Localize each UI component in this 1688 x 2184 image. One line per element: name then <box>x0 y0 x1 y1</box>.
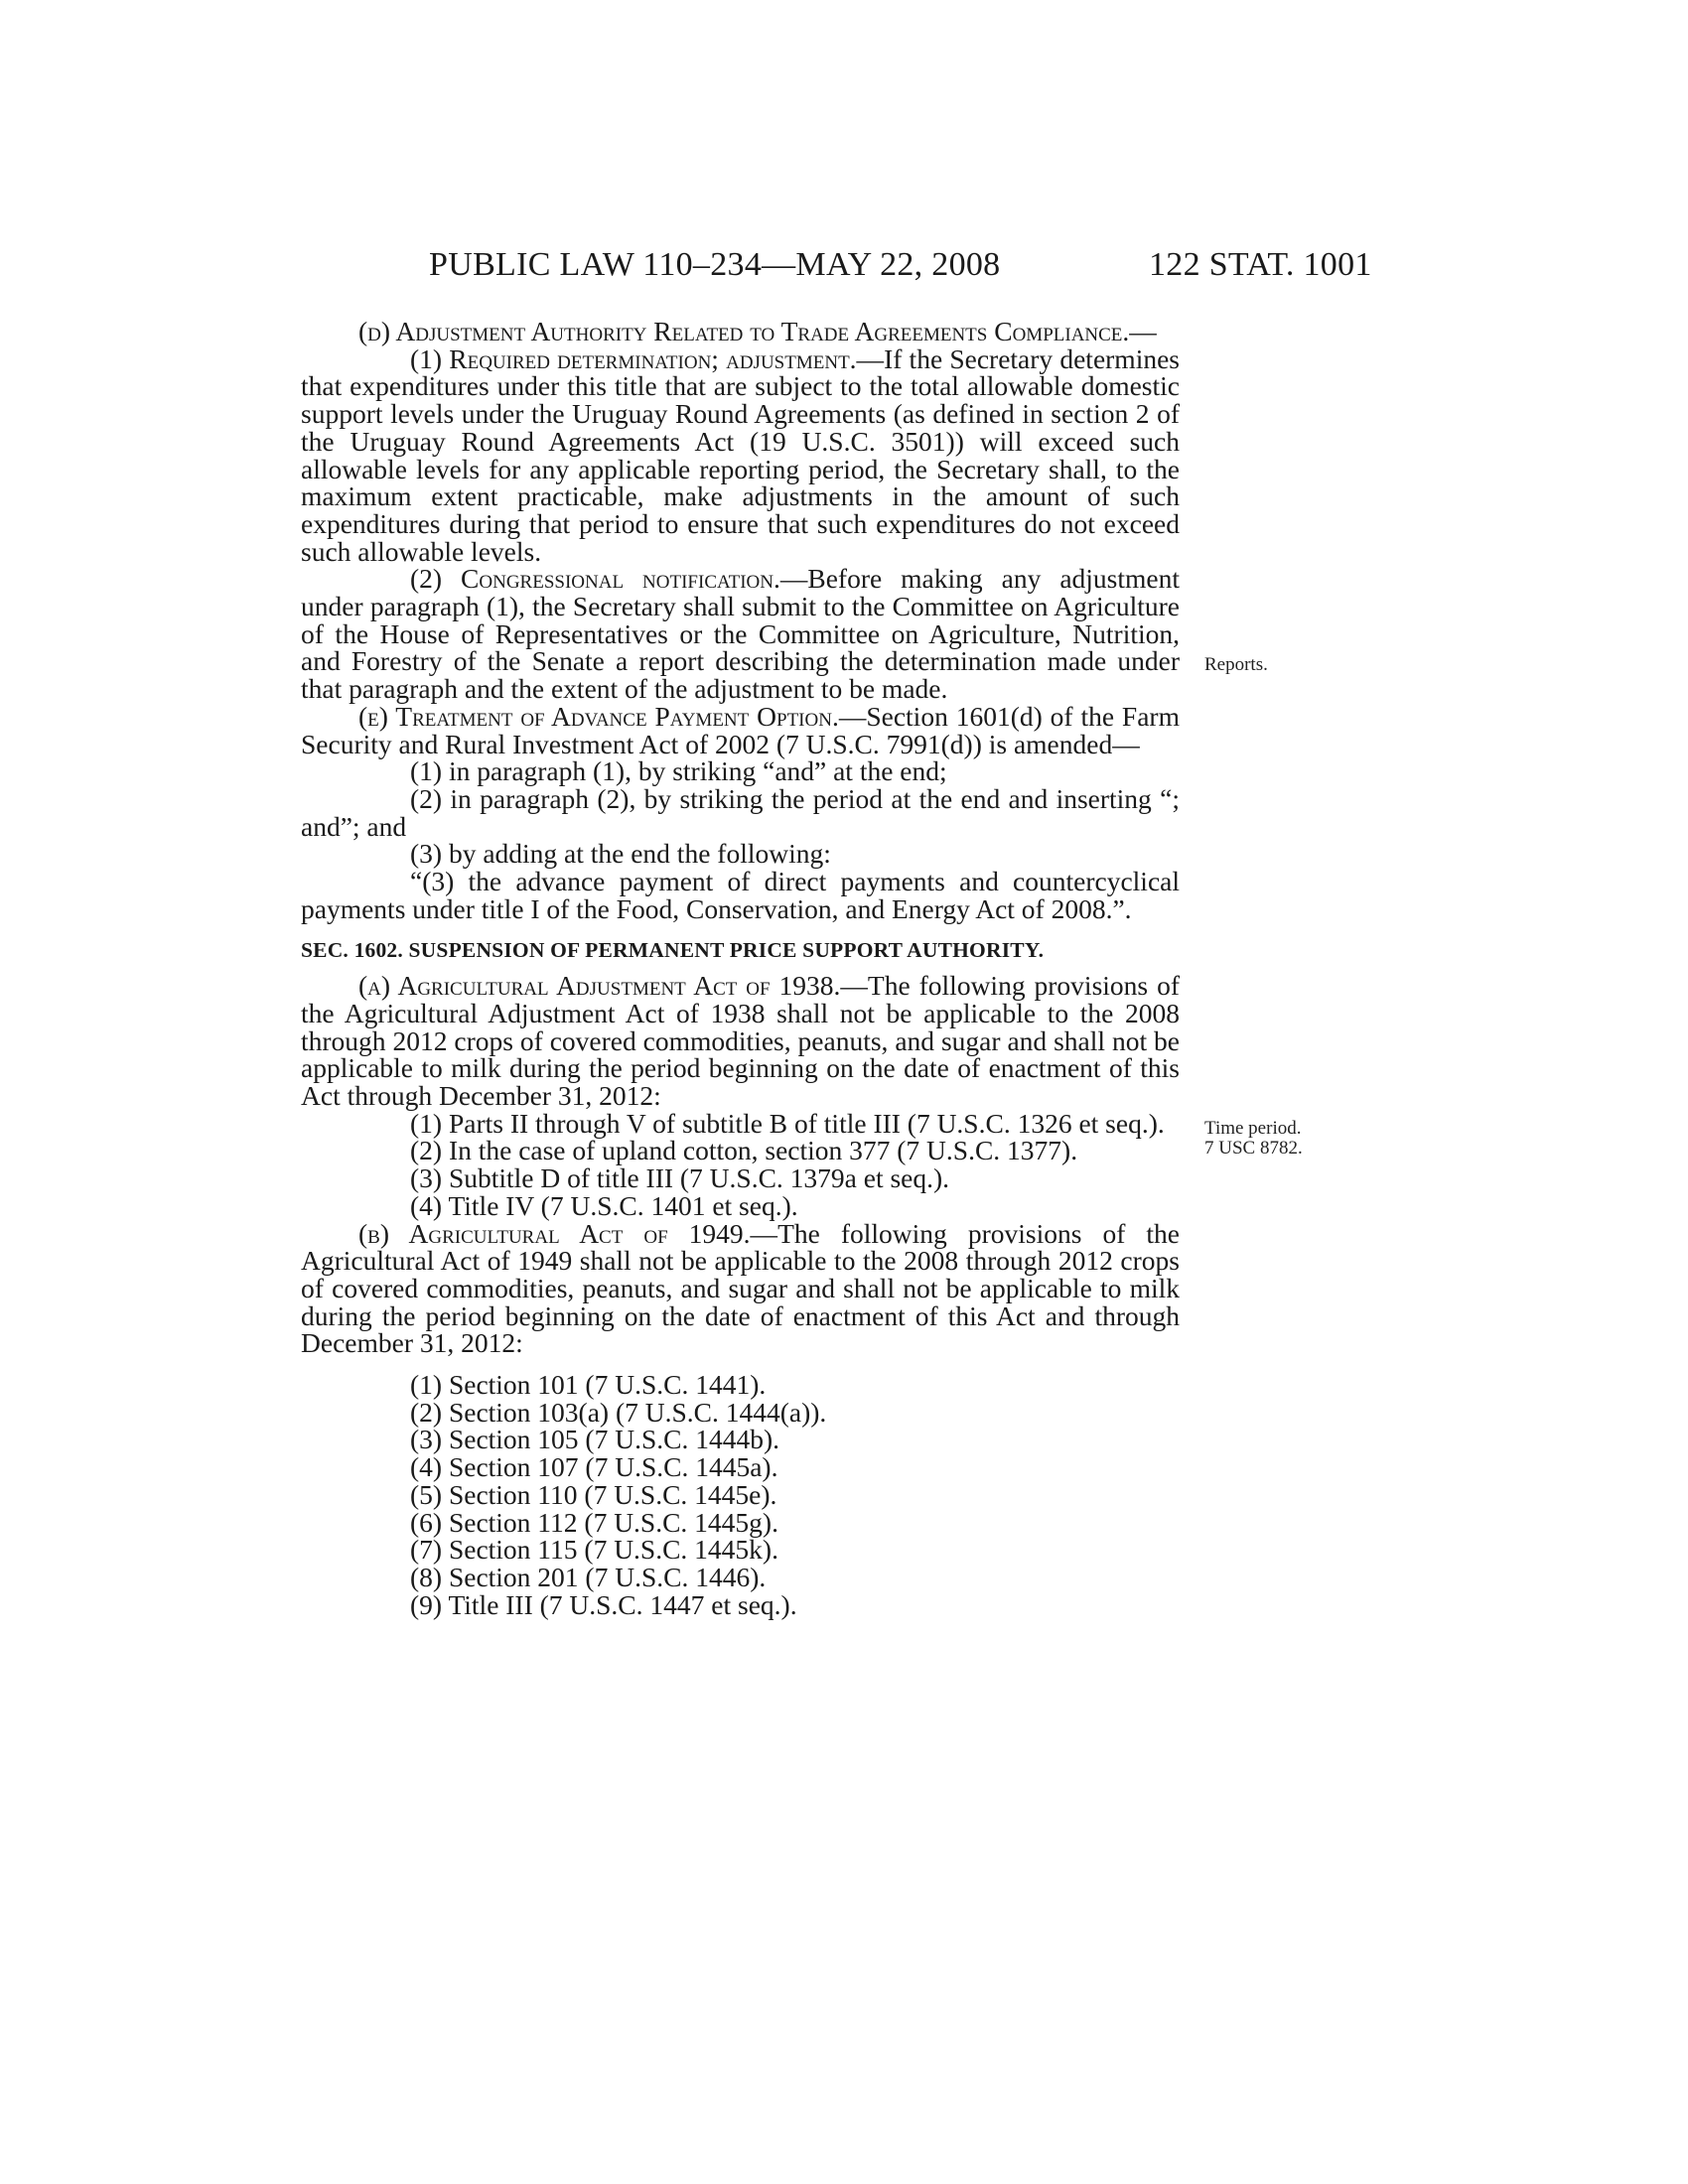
subsection-e-heading: (e) Treatment of Advance Payment Option.— <box>358 700 867 732</box>
subsection-b-item: (9) Title III (7 U.S.C. 1447 et seq.). <box>410 1588 797 1620</box>
subsection-b-item: (7) Section 115 (7 U.S.C. 1445k). <box>410 1534 778 1566</box>
subsection-d-heading: (d) Adjustment Authority Related to Trade Agreements Compliance.— <box>358 316 1157 346</box>
quoted-paragraph: “(3) the advance payment of direct payments and countercyclical payments under title I of the Food, Conservation, and Energy Act of 2008.”. <box>301 866 1180 924</box>
subsection-b-item: (8) Section 201 (7 U.S.C. 1446). <box>410 1561 767 1592</box>
paragraph-1-text: If the Secretary determines that expenditures under this title that are subject to the total allowable domestic support levels under the Uruguay Round Agreements (as defined in section 2 of the Uruguay Round Agreements Act (19 U.S.C. 3501)) will exceed such allowable levels for any applicable reporting period, the Secretary shall, to the maximum extent practicable, make adjustments in the amount of such expenditures during that period to ensure that such expenditures do not exceed such allowable levels. <box>301 342 1180 567</box>
subsection-d-paragraph-1 <box>301 342 1180 567</box>
subsection-e <box>301 700 1180 759</box>
subsection-b-item: (5) Section 110 (7 U.S.C. 1445e). <box>410 1478 777 1510</box>
section-1602-heading: SEC. 1602. SUSPENSION OF PERMANENT PRICE SUPPORT AUTHORITY. <box>301 938 1045 963</box>
subsection-b-item: (3) Section 105 (7 U.S.C. 1444b). <box>410 1424 779 1455</box>
amendment-item-1: (1) in paragraph (1), by striking “and” at the end; <box>410 755 947 787</box>
public-law-title: PUBLIC LAW 110–234—MAY 22, 2008 <box>429 246 1001 283</box>
paragraph-1-heading: (1) Required determination; adjustment.— <box>410 342 885 374</box>
subsection-b-text: The following provisions of the Agricultural Act of 1949 shall not be applicable to the 2008 through 2012 crops of covered commodities, peanuts, and sugar and shall not be applicable to milk during the period beginning on the date of enactment of this Act and through December 31, 2012: <box>301 1217 1180 1359</box>
margin-note-reports-text: Reports. <box>1204 654 1268 675</box>
margin-note-usc-citation: 7 USC 8782. <box>1204 1138 1303 1159</box>
amendment-item-2: (2) in paragraph (2), by striking the period at the end and inserting “; and”; and <box>301 782 1180 842</box>
paragraph-2-text: Before making any adjustment under paragraph (1), the Secretary shall submit to the Committee on Agriculture of the House of Representatives or the Committee on Agriculture, Nutrition, and Forestry of the Senate a report describing the determination made under that paragraph and the extent of the adjustment to be made. <box>301 563 1180 705</box>
subsection-b-item: (6) Section 112 (7 U.S.C. 1445g). <box>410 1506 778 1538</box>
amendment-item-3: (3) by adding at the end the following: <box>410 838 831 870</box>
subsection-a-item: (4) Title IV (7 U.S.C. 1401 et seq.). <box>410 1189 798 1221</box>
subsection-b-item: (4) Section 107 (7 U.S.C. 1445a). <box>410 1451 778 1483</box>
margin-note-time-period <box>1204 1119 1303 1159</box>
subsection-d-paragraph-2 <box>301 565 1180 703</box>
statute-page-number: 122 STAT. 1001 <box>1149 246 1372 283</box>
subsection-a-item: (1) Parts II through V of subtitle B of title III (7 U.S.C. 1326 et seq.). <box>410 1107 1165 1139</box>
subsection-e-text: Section 1601(d) of the Farm Security and Rural Investment Act of 2002 (7 U.S.C. 7991(d)) is amended— <box>301 700 1180 759</box>
document-body <box>301 318 1180 1618</box>
subsection-a <box>301 972 1180 1110</box>
subsection-b-heading: (b) Agricultural Act of 1949.— <box>358 1217 778 1249</box>
subsection-b-item: (1) Section 101 (7 U.S.C. 1441). <box>410 1369 767 1401</box>
subsection-a-item: (3) Subtitle D of title III (7 U.S.C. 1379a et seq.). <box>410 1162 950 1194</box>
margin-note-time-period-text: Time period. <box>1204 1118 1302 1139</box>
paragraph-2-heading: (2) Congressional notification.— <box>410 563 808 595</box>
subsection-b <box>301 1217 1180 1359</box>
page-header <box>0 246 1688 286</box>
subsection-a-item: (2) In the case of upland cotton, section 377 (7 U.S.C. 1377). <box>410 1135 1078 1166</box>
margin-note-reports <box>1204 655 1268 675</box>
subsection-b-item: (2) Section 103(a) (7 U.S.C. 1444(a)). <box>410 1396 827 1428</box>
subsection-a-text: The following provisions of the Agricultural Adjustment Act of 1938 shall not be applicable to the 2008 through 2012 crops of covered commodities, peanuts, and sugar and shall not be applicable to milk during the period beginning on the date of enactment of this Act through December 31, 2012: <box>301 970 1180 1111</box>
subsection-a-heading: (a) Agricultural Adjustment Act of 1938.— <box>358 970 868 1002</box>
